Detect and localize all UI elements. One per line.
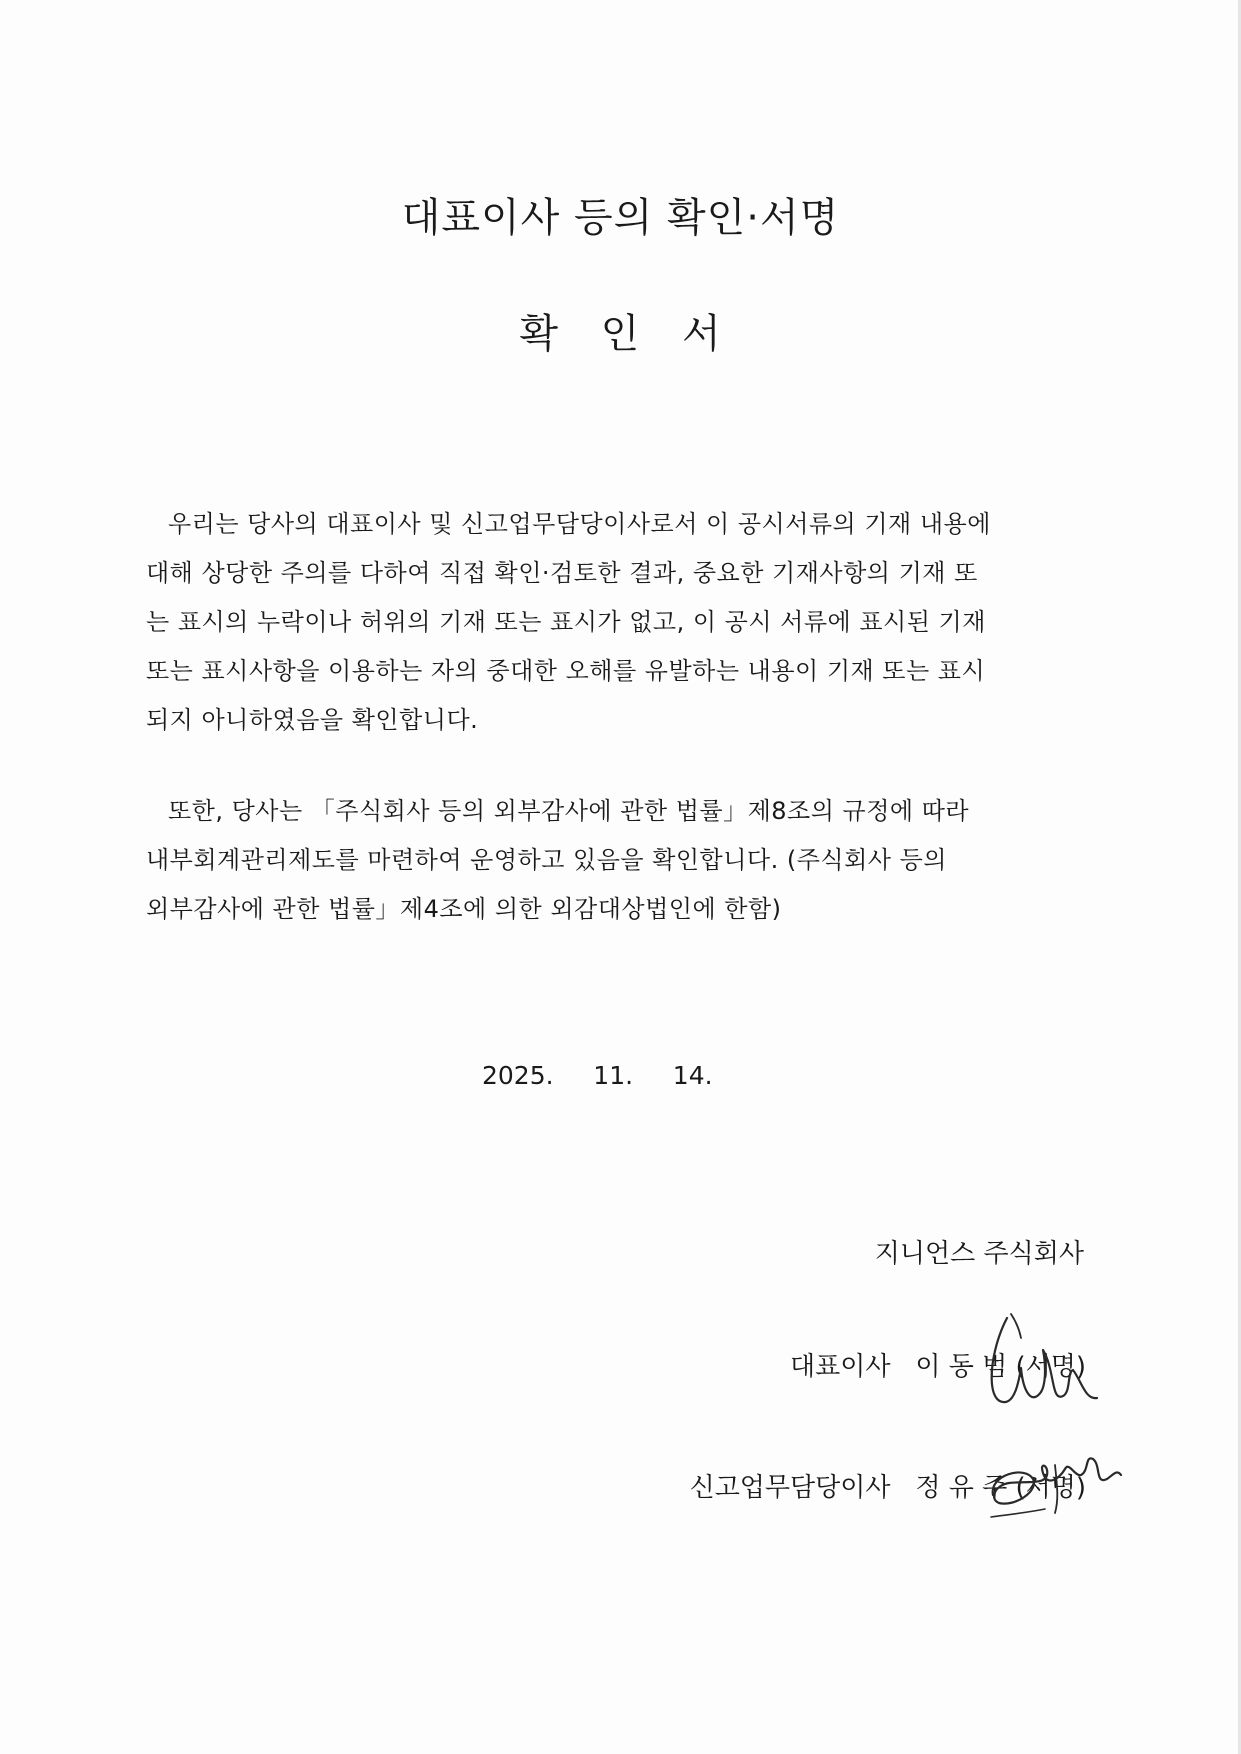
document-title: 대표이사 등의 확인·서명 <box>401 195 840 241</box>
confirmation-paragraph <box>146 500 1086 745</box>
signature-label: (서명) <box>1015 1352 1086 1382</box>
signature-scribble-director <box>985 1435 1125 1525</box>
signer-role: 대표이사 <box>790 1352 891 1382</box>
paragraph-line: 대해 상당한 주의를 다하여 직접 확인·검토한 결과, 중요한 기재사항의 기재 또 <box>146 559 978 587</box>
paragraph-line: 외부감사에 관한 법률」제4조에 의한 외감대상법인에 한함) <box>146 895 782 923</box>
signature-label: (서명) <box>1015 1473 1086 1503</box>
paragraph-line: 우리는 당사의 대표이사 및 신고업무담당이사로서 이 공시서류의 기재 내용에 <box>168 510 991 538</box>
signature-scribble-ceo <box>985 1310 1105 1420</box>
paragraph-line: 또한, 당사는 「주식회사 등의 외부감사에 관한 법률」제8조의 규정에 따라 <box>168 797 970 825</box>
document-date: 2025. 11. 14. <box>482 1061 713 1090</box>
paragraph-line: 내부회계관리제도를 마련하여 운영하고 있음을 확인합니다. (주식회사 등의 <box>146 846 947 874</box>
paragraph-line: 또는 표시사항을 이용하는 자의 중대한 오해를 유발하는 내용이 기재 또는 표시 <box>146 657 986 685</box>
signer-name: 정 유 주 <box>915 1473 1008 1503</box>
signer-name: 이 동 범 <box>915 1352 1008 1382</box>
signer-role: 신고업무담당이사 <box>689 1473 891 1503</box>
company-name: 지니언스 주식회사 <box>874 1239 1084 1269</box>
paragraph-line: 되지 아니하였음을 확인합니다. <box>146 706 479 734</box>
paragraph-line: 는 표시의 누락이나 허위의 기재 또는 표시가 없고, 이 공시 서류에 표시된 기재 <box>146 608 986 636</box>
document-subtitle: 확 인 서 <box>519 311 722 357</box>
internal-control-paragraph <box>146 787 1086 934</box>
